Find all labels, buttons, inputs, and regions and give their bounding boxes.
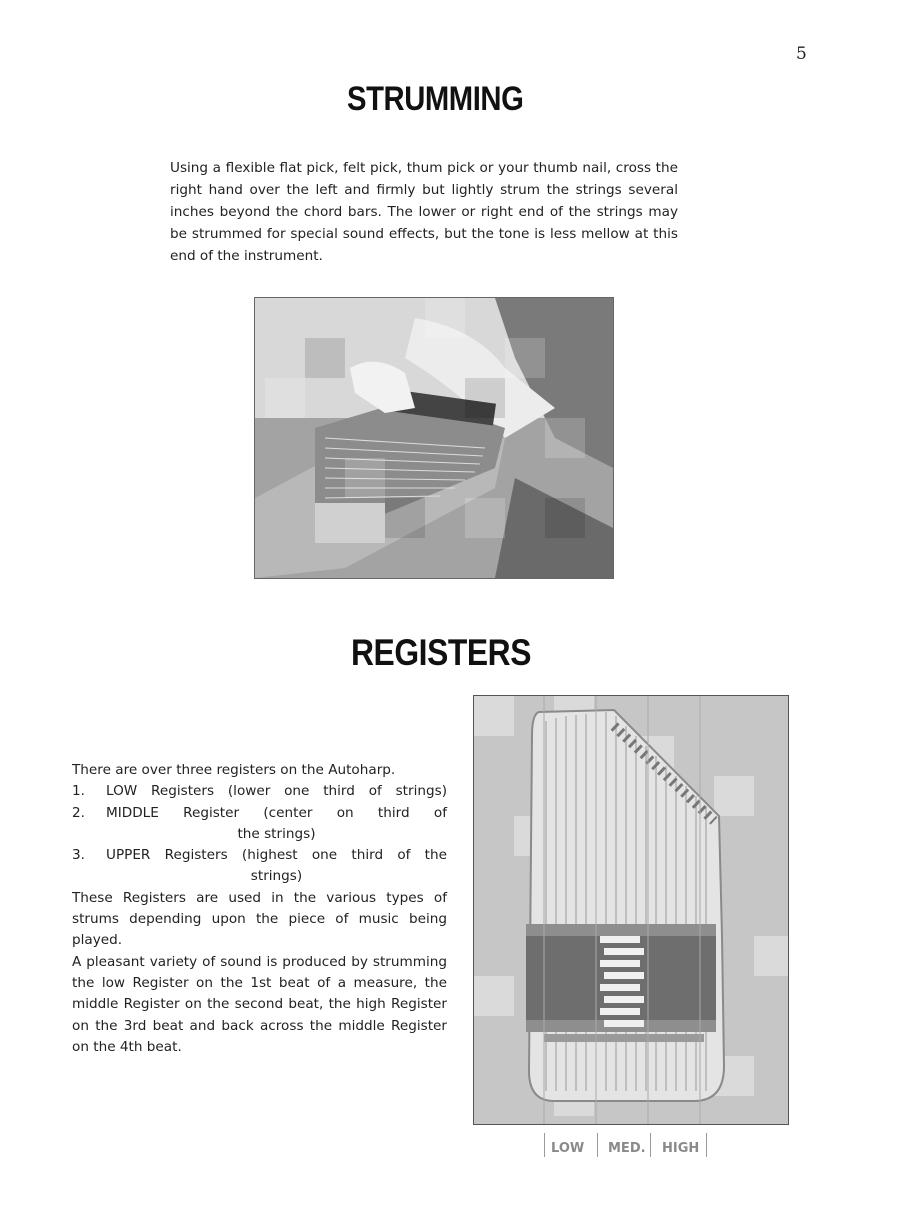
- register-item-number: 2.: [72, 804, 85, 821]
- register-item-continuation: the strings): [237, 825, 316, 842]
- register-item-middle: [72, 803, 447, 824]
- registers-text: [72, 760, 447, 1058]
- page-number: 5: [796, 44, 807, 64]
- registers-usage-paragraph: These Registers are used in the various types of strums depending upon the piece of music being played.: [72, 889, 447, 949]
- registers-intro: There are over three registers on the Autoharp.: [72, 762, 396, 778]
- register-divider: [650, 1133, 651, 1157]
- register-item-continuation: strings): [250, 868, 303, 885]
- register-labels: [540, 1133, 710, 1159]
- autoharp-illustration: [474, 696, 788, 1124]
- register-item-text: LOW Registers (lower one third of strings): [106, 783, 447, 800]
- strumming-photo: [255, 298, 613, 578]
- register-divider: [597, 1133, 598, 1157]
- register-item-upper: [72, 845, 447, 866]
- register-item-low: [72, 781, 447, 802]
- low-register-label: LOW: [551, 1141, 585, 1156]
- register-divider: [544, 1133, 545, 1157]
- register-item-number: 1.: [72, 783, 85, 800]
- register-item-number: 3.: [72, 847, 85, 864]
- register-item-text: UPPER Registers (highest one third of the: [106, 847, 447, 864]
- strumming-paragraph: Using a flexible flat pick, felt pick, thum pick or your thumb nail, cross the right hand over the left and firmly but lightly strum the strings several inches beyond the chord bars. The lower or right end of the strings may be strummed for special sound effects, but the tone is less mellow at this end of the instrument.: [170, 160, 678, 264]
- high-register-label: HIGH: [662, 1141, 700, 1156]
- strumming-heading: STRUMMING: [347, 80, 524, 118]
- register-divider: [706, 1133, 707, 1157]
- register-item-text: MIDDLE Register (center on third of: [106, 804, 447, 821]
- med-register-label: MED.: [608, 1141, 646, 1156]
- strumming-photo-illustration: [255, 298, 613, 578]
- registers-variety-paragraph: A pleasant variety of sound is produced by strumming the low Register on the 1st beat of a measure, the middle Register on the second beat, the high Register on the 3rd beat and back across the middle Register on the 4th beat.: [72, 953, 447, 1055]
- autoharp-diagram: [474, 696, 788, 1124]
- registers-heading: REGISTERS: [351, 632, 532, 673]
